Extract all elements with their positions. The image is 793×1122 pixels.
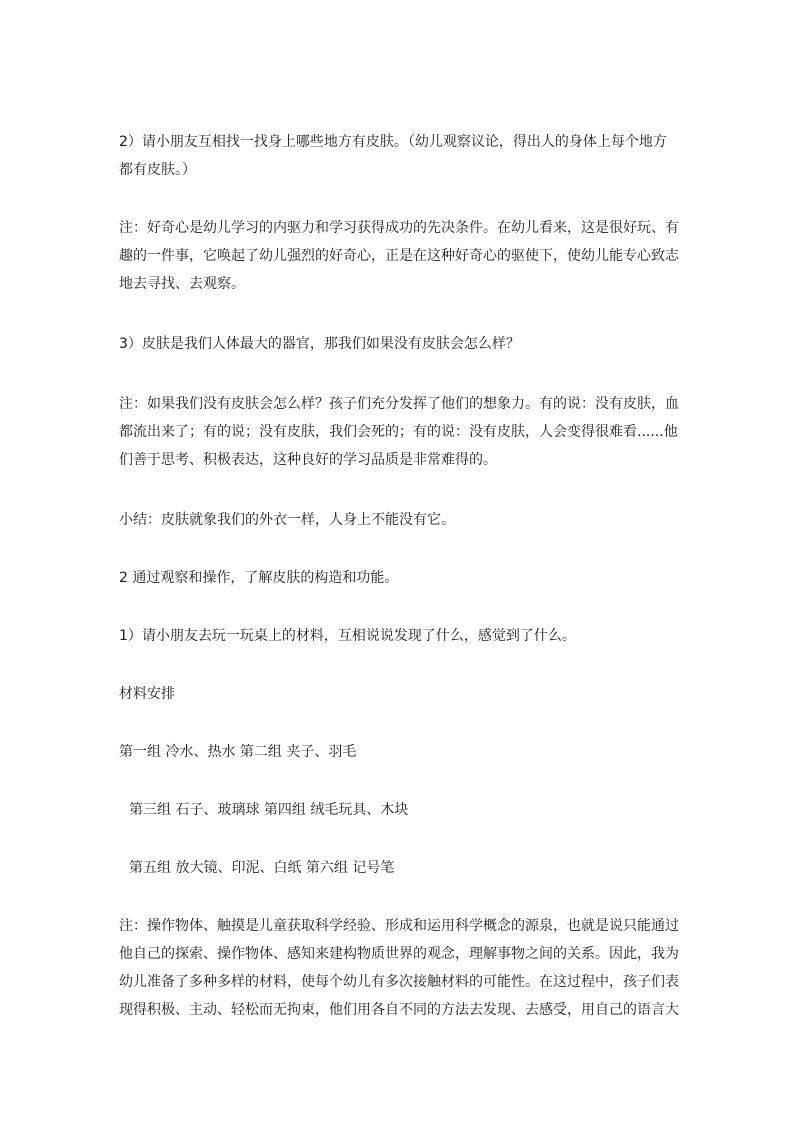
paragraph-section-2 (119, 564, 679, 592)
text-line: 2）请小朋友互相找一找身上哪些地方有皮肤。（幼儿观察议论，得出人的身体上每个地方 (119, 134, 667, 150)
text-line: 第三组 石子、玻璃球 第四组 绒毛玩具、木块 (129, 802, 409, 818)
text-line: 都有皮肤。） (119, 162, 196, 178)
paragraph-step-3 (119, 330, 679, 358)
paragraph-note-imagination (119, 390, 679, 474)
paragraph-materials-heading (119, 680, 679, 708)
paragraph-groups-1-2 (119, 738, 679, 766)
text-line: 趣的一件事，它唤起了幼儿强烈的好奇心，正是在这种好奇心的驱使下，使幼儿能专心致志 (119, 248, 679, 264)
text-line: 们善于思考、积极表达，这种良好的学习品质是非常难得的。 (119, 452, 497, 468)
text-line: 他自己的探索、操作物体、感知来建构物质世界的观念，理解事物之间的关系。因此，我为 (119, 946, 679, 962)
text-line: 材料安排 (119, 686, 175, 702)
text-line: 1）请小朋友去玩一玩桌上的材料，互相说说发现了什么，感觉到了什么。 (119, 628, 576, 644)
text-line: 2 通过观察和操作，了解皮肤的构造和功能。 (119, 570, 399, 586)
paragraph-groups-3-4 (129, 796, 689, 824)
text-line: 注：操作物体、触摸是儿童获取科学经验、形成和运用科学概念的源泉，也就是说只能通过 (119, 918, 679, 934)
text-line: 第五组 放大镜、印泥、白纸 第六组 记号笔 (129, 860, 395, 876)
paragraph-step-2 (119, 128, 679, 184)
paragraph-step-1 (119, 622, 679, 650)
text-line: 小结：皮肤就象我们的外衣一样，人身上不能没有它。 (119, 512, 455, 528)
paragraph-note-curiosity (119, 214, 679, 298)
text-line: 都流出来了；有的说；没有皮肤，我们会死的；有的说：没有皮肤，人会变得很难看......他 (119, 424, 678, 440)
text-line: 注：好奇心是幼儿学习的内驱力和学习获得成功的先决条件。在幼儿看来，这是很好玩、有 (119, 220, 679, 236)
text-line: 幼儿准备了多种多样的材料，使每个幼儿有多次接触材料的可能性。在这过程中，孩子们表 (119, 974, 679, 990)
paragraph-note-operation (119, 912, 679, 1024)
text-line: 3）皮肤是我们人体最大的器官，那我们如果没有皮肤会怎么样？ (119, 336, 520, 352)
text-line: 注：如果我们没有皮肤会怎么样？孩子们充分发挥了他们的想象力。有的说：没有皮肤，血 (119, 396, 679, 412)
paragraph-groups-5-6 (129, 854, 689, 882)
paragraph-summary (119, 506, 679, 534)
text-line: 第一组 冷水、热水 第二组 夹子、羽毛 (119, 744, 357, 760)
text-line: 现得积极、主动、轻松而无拘束，他们用各自不同的方法去发现、去感受，用自己的语言大 (119, 1002, 679, 1018)
text-line: 地去寻找、去观察。 (119, 276, 245, 292)
